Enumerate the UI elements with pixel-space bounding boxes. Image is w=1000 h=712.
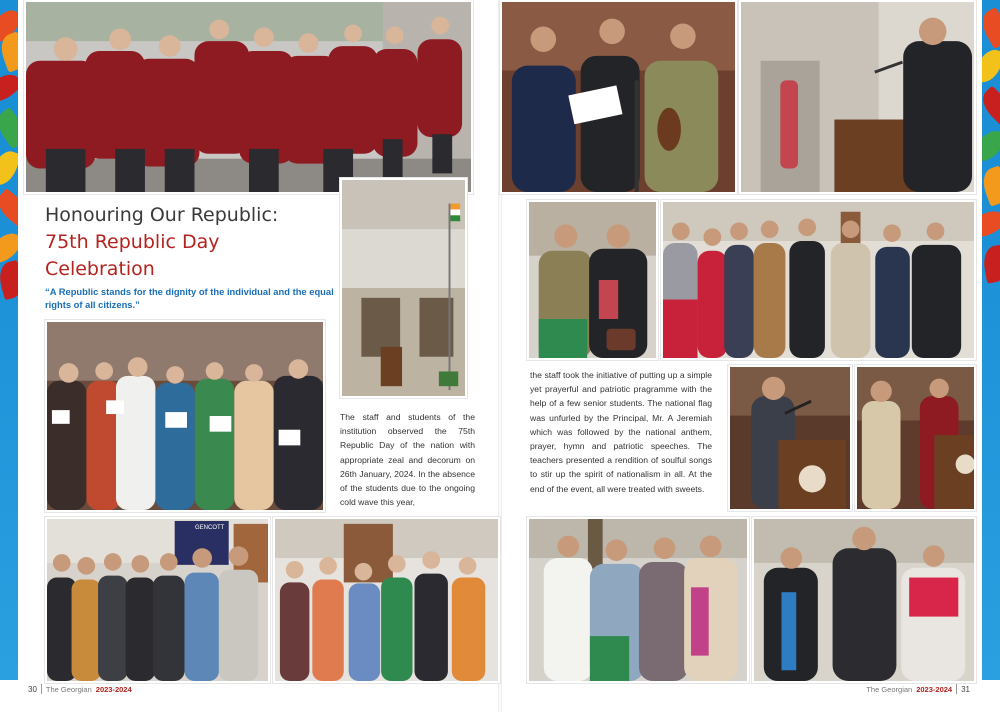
right-decorative-border [982, 0, 1000, 680]
podium-speech-photo [728, 365, 852, 511]
student-speech-photo [855, 365, 976, 511]
article-title [45, 202, 335, 283]
left-page-number: 30 [28, 684, 37, 694]
footer-divider [956, 684, 957, 694]
principal-speech-photo [739, 0, 976, 194]
title-line-1: Honouring Our Republic: [45, 204, 279, 226]
staff-choir-photo [45, 320, 325, 512]
two-teachers-photo [527, 200, 658, 360]
teachers-group-four-photo [527, 517, 749, 683]
staff-lineup-photo [661, 200, 976, 360]
right-page-footer [866, 684, 970, 694]
title-line-2: 75th Republic Day [45, 231, 220, 253]
staff-group-women-photo [273, 517, 500, 683]
right-page-number: 31 [961, 684, 970, 694]
article-body-part-1: The staff and students of the institution observed the 75th Republic Day of the nation with appropriate zeal and decorum on 26th January, 2024. In the absence of the students due to the ongoing cold wave this year, [340, 412, 475, 508]
guitar-song-photo [500, 0, 737, 194]
article-quote: “A Republic stands for the dignity of the individual and the equal rights of all citizens.” [45, 286, 334, 310]
flag-hoisting-photo [340, 178, 467, 398]
staff-group-men-photo [45, 517, 270, 683]
publication-year: 2023-2024 [916, 684, 953, 694]
left-page-footer [28, 684, 132, 694]
students-assembly-photo [24, 0, 473, 194]
title-line-3: Celebration [45, 258, 155, 280]
publication-name: The Georgian [45, 684, 92, 694]
left-decorative-border [0, 0, 18, 680]
publication-year: 2023-2024 [95, 684, 132, 694]
article-body-part-2: the staff took the initiative of putting up a simple yet prayerful and patriotic pragramme with the help of a few senior students. The national flag was unfurled by the Principal, Mr. A Jeremiah which was followed by the national anthem, prayer, hymn and patriotic speeches. The teachers presented a rendition of soulful songs to stir up the spirit of nationalism in all. At the end of the event, all were treated with sweets. [530, 370, 712, 494]
publication-name: The Georgian [866, 684, 913, 694]
footer-divider [41, 684, 42, 694]
building-sign-text: GENCOTT [195, 525, 225, 531]
three-staff-photo [752, 517, 976, 683]
